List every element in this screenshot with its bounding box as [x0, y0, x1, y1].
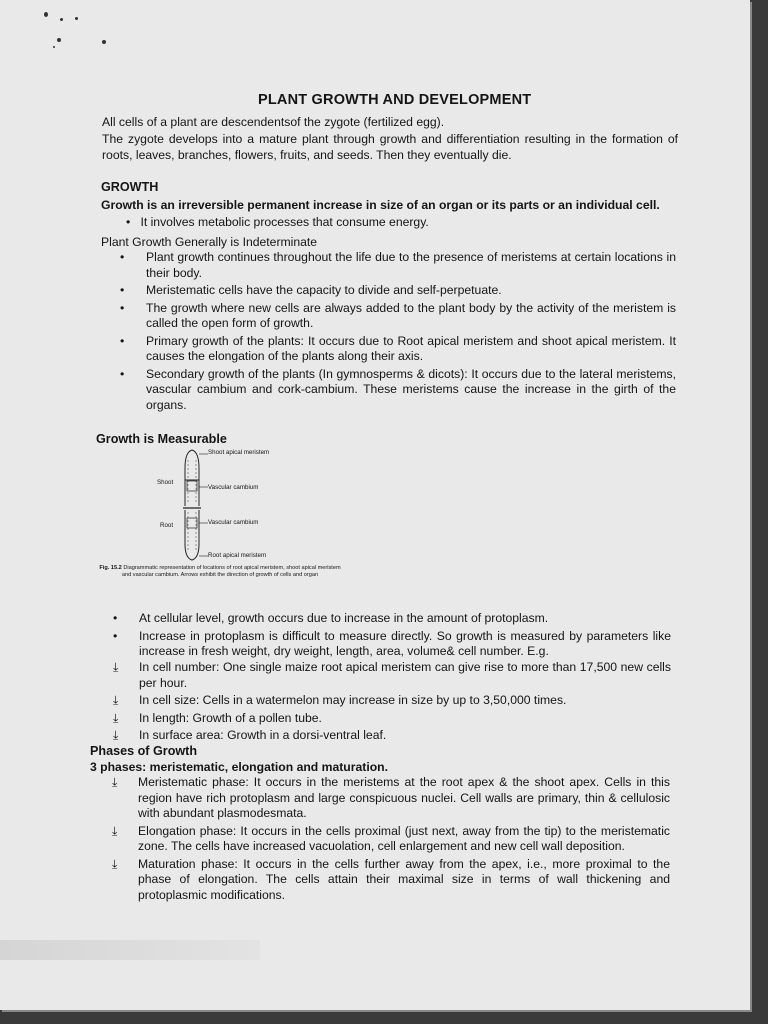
bullet-dot: • — [120, 333, 125, 348]
intro-line-1: All cells of a plant are descendentsof the zygote (fertilized egg). — [102, 115, 445, 129]
arrow-down-icon: ⤓ — [112, 823, 118, 838]
bullet-dot: • — [126, 215, 141, 229]
growth-heading: GROWTH — [101, 180, 159, 194]
label-shoot: Shoot — [157, 479, 174, 486]
measurable-arrow-list — [113, 660, 671, 746]
growth-indeterminate: Plant Growth Generally is Indeterminate — [101, 235, 318, 249]
measurable-bullets — [113, 611, 671, 662]
scan-smudge — [0, 940, 260, 960]
bullet-dot: • — [113, 611, 118, 625]
label-root: Root — [160, 522, 174, 529]
label-shoot-apical-meristem: Shoot apical meristem — [208, 449, 270, 456]
figure-caption — [95, 565, 345, 579]
phases-heading: Phases of Growth — [90, 744, 198, 758]
arrow-down-icon: ⤓ — [113, 693, 119, 707]
list-item: ⤓ In surface area: Growth in a dorsi-ventral leaf. — [113, 728, 387, 742]
plant-axis-figure — [180, 446, 240, 566]
bullet-dot: • — [120, 366, 125, 381]
scan-speck — [44, 12, 48, 17]
figure-caption-text: Diagrammatic representation of locations of root apical meristem, shoot apical meristem and vascular cambium. Arrows exhibit the direction of growth of cells and organ — [121, 565, 341, 578]
arrow-down-icon: ⤓ — [113, 710, 119, 725]
growth-metabolic-bullet — [126, 214, 429, 230]
label-root-apical-meristem: Root apical meristem — [208, 552, 267, 559]
bullet-dot: • — [120, 283, 125, 297]
list-item: • The growth where new cells are always added to the plant body by the activity of the meristem is called the open form of growth. — [120, 300, 676, 330]
measurable-heading: Growth is Measurable — [96, 432, 227, 446]
meristem-diagram — [150, 446, 350, 566]
scan-speck — [60, 18, 63, 21]
growth-definition: Growth is an irreversible permanent increase in size of an organ or its parts or an individual cell. — [101, 198, 660, 212]
arrow-down-icon: ⤓ — [113, 728, 119, 742]
arrow-down-icon: ⤓ — [112, 856, 118, 871]
page-title: PLANT GROWTH AND DEVELOPMENT — [258, 92, 532, 108]
list-item: ⤓ In cell number: One single maize root apical meristem can give rise to more than 17,500 new cells per hour. — [113, 660, 671, 690]
arrow-down-icon: ⤓ — [112, 775, 118, 789]
list-item: ⤓ In length: Growth of a pollen tube. — [113, 710, 322, 725]
scan-speck — [57, 38, 61, 42]
arrow-down-icon: ⤓ — [113, 660, 119, 674]
bullet-dot: • — [120, 300, 125, 315]
phases-list — [112, 775, 670, 905]
list-item: • Increase in protoplasm is difficult to measure directly. So growth is measured by parameters like increase in fresh weight, dry weight, length, area, volume& cell number. E.g. — [113, 628, 671, 658]
growth-points-list — [120, 250, 676, 415]
scan-speck — [75, 17, 78, 20]
list-item: • Meristematic cells have the capacity to divide and self-perpetuate. — [120, 283, 502, 297]
phases-subheading: 3 phases: meristematic, elongation and maturation. — [90, 760, 388, 774]
scan-speck — [53, 46, 55, 48]
bullet-dot: • — [113, 628, 118, 643]
list-item: • Primary growth of the plants: It occurs due to Root apical meristem and shoot apical meristem. It causes the elongation of the plants along their axis. — [120, 333, 676, 363]
list-item: ⤓ Elongation phase: It occurs in the cells proximal (just next, away from the tip) to the meristematic zone. The cells have increased vacuolation, cell enlargement and new cell wall deposition. — [112, 823, 670, 853]
list-item: • At cellular level, growth occurs due to increase in the amount of protoplasm. — [113, 611, 549, 625]
intro-line-2: The zygote develops into a mature plant through growth and differentiation resulting in the formation of roots, leaves, branches, flowers, fruits, and seeds. Then they eventually die. — [102, 132, 678, 162]
list-item: ⤓ Meristematic phase: It occurs in the meristems at the root apex & the shoot apex. Cells in this region have rich protoplasm and large conspicuous nuclei. Cell walls are primary, thin & cellulosic with abundant plasmodesmata. — [112, 775, 670, 820]
bullet-dot: • — [120, 250, 125, 264]
label-vascular-cambium-root: Vascular cambium — [208, 519, 259, 526]
figure-number: Fig. 15.2 — [99, 565, 122, 571]
label-vascular-cambium-shoot: Vascular cambium — [208, 484, 259, 491]
list-item: ⤓ In cell size: Cells in a watermelon may increase in size by up to 3,50,000 times. — [113, 693, 567, 707]
list-item: • Secondary growth of the plants (In gymnosperms & dicots): It occurs due to the lateral meristems, vascular cambium and cork-cambium. These meristems cause the increase in the girth of the organs. — [120, 366, 676, 412]
scan-speck — [102, 40, 106, 44]
list-item: • Plant growth continues throughout the life due to the presence of meristems at certain locations in their body. — [120, 250, 676, 280]
growth-metabolic-text: It involves metabolic processes that consume energy. — [140, 215, 429, 229]
list-item: ⤓ Maturation phase: It occurs in the cells further away from the apex, i.e., more proximal to the phase of elongation. The cells attain their maximal size in terms of wall thickening and protoplasmic modifications. — [112, 856, 670, 902]
